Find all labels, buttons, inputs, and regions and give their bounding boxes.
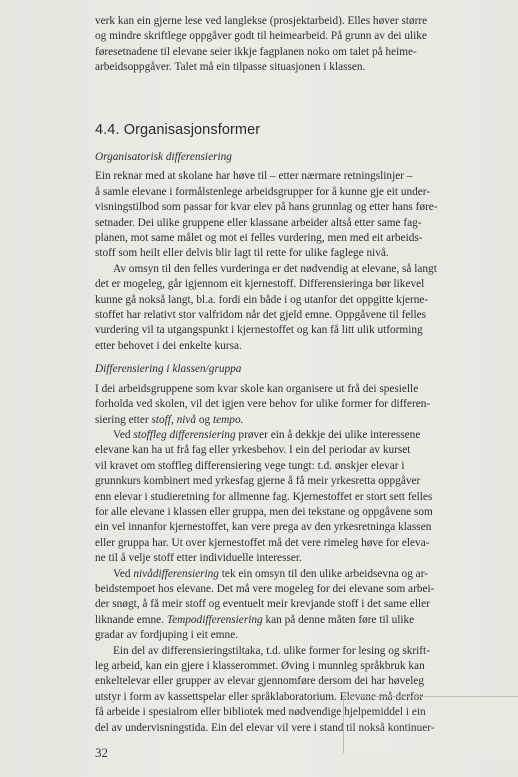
text-line: enn elevar i studieretning for allmenne fag. Kjernestoffet er stort sett felles: [95, 490, 433, 503]
text-line: Ved stoffleg differensiering prøver ein å dekkje dei ulike interessene: [113, 428, 421, 441]
text-line: gradar av fordjuping i eit emne.: [95, 629, 239, 642]
text-line: arbeidsoppgåver. Talet må ein tilpasse situasjonen i klassen.: [95, 61, 366, 74]
text-line: vurdering vil ta utgangspunkt i kjernestoffet og kan få litt ulik utforming: [95, 324, 423, 337]
section-heading: 4.4. Organisasjonsformer: [95, 122, 261, 138]
text-line: I dei arbeidsgruppene som kvar skole kan organisere ut frå dei spesielle: [95, 382, 419, 395]
text-line: enkeltelevar eller grupper av elevar gjennomføre dersom dei har høveleg: [95, 675, 425, 688]
text-line: del av undervisningstida. Ein del elevar vil vere i stand til nokså kontinuer-: [95, 721, 435, 734]
text-line: ein vel innanfor kjernestoffet, kan vere prega av den yrkesretninga klassen: [95, 521, 432, 534]
text-line: å samle elevane i formålstenlege arbeidsgrupper for å kunne gje eit under-: [95, 185, 431, 198]
text-line: stoffet har relativt stor valfridom når det gjeld emne. Oppgåvene til felles: [95, 309, 427, 322]
text-line: Ein reknar med at skolane har høve til – etter nærmare retningslinjer –: [95, 170, 413, 183]
text-line: Av omsyn til den felles vurderinga er det nødvendig at elevane, så langt: [113, 262, 437, 275]
text-line: Ein del av differensieringstiltaka, t.d. ulike former for lesing og skrift-: [113, 644, 430, 657]
text-line: stoff som heilt eller delvis blir lagt til rette for ulike faglege nivå.: [95, 247, 389, 260]
text-line: beidstempoet hos elevane. Det må vere mogeleg for dei elevane som arbei-: [95, 582, 435, 595]
text-line: utstyr i form av kassettspelar eller språklaboratorium. Elevane må derfor: [95, 690, 424, 703]
text-line: grunnkurs kombinert med yrkesfag gjerne å få meir yrkesretta oppgåver: [95, 475, 421, 488]
intro-paragraph: [95, 14, 495, 76]
text-line: leg arbeid, kan ein gjere i klasserommet. Øving i munnleg språkbruk kan: [95, 660, 425, 672]
text-line: Ved nivådifferensiering tek ein omsyn til den ulike arbeidsevna og ar-: [113, 567, 428, 580]
text-line: planen, mot same målet og mot ei felles vurdering, men med eit arbeids-: [95, 232, 423, 245]
text-line: og mindre skriftlege oppgåver godt til heimearbeid. På grunn av dei ulike: [95, 30, 427, 43]
page-number: 32: [95, 745, 108, 760]
text-line: der snøgt, å få meir stoff og eventuelt meir krevjande stoff i det same eller: [95, 598, 430, 611]
text-line: eller gruppa har. Ut over kjernestoffet må det vere rimeleg høve for eleva-: [95, 536, 430, 549]
text-line: liknande emne. Tempodifferensiering kan på denne måten føre til ulike: [95, 613, 415, 626]
text-line: føresetnadene til elevane seier ikkje fagplanen noko om talet på heime-: [95, 45, 417, 58]
text-line: verk kan ein gjerne lese ved langlekse (prosjektarbeid). Elles høver større: [95, 15, 428, 27]
text-line: siering etter stoff, nivå og tempo.: [95, 413, 244, 426]
text-line: det er mogeleg, går igjennom eit kjernestoff. Differensieringa bør likevel: [95, 278, 425, 291]
text-line: for alle elevane i klassen eller gruppa, men dei tekstane og oppgåvene som: [95, 505, 433, 518]
text-line: få arbeide i spesialrom eller bibliotek med nødvendige hjelpemiddel i ein: [95, 706, 426, 719]
text-line: forholda ved skolen, vil det igjen vere behov for ulike former for differen-: [95, 398, 431, 411]
text-line: kunne gå nokså langt, bl.a. fordi ein både i og utanfor det oppgitte kjerne-: [95, 293, 429, 306]
text-line: vil kravet om stoffleg differensiering vege tungt: t.d. ønskjer elevar i: [95, 459, 405, 472]
text-line: ne til å velje stoff etter individuelle interesser.: [95, 552, 302, 565]
scan-edge-artifact: [343, 696, 518, 753]
text-line: etter behovet i dei enkelte kursa.: [95, 339, 242, 352]
text-line: setnader. Dei ulike gruppene eller klassane arbeider altså etter same fag-: [95, 216, 422, 229]
subheading-klassen: Differensiering i klassen/gruppa: [95, 363, 242, 376]
text-line: visningstilbod som passar for kvar elev på hans grunnlag og etter hans føre-: [95, 201, 438, 214]
subheading-organisatorisk: Organisatorisk differensiering: [95, 151, 232, 163]
section-body: [95, 150, 495, 736]
text-line: elevane kan ha ut frå fag eller yrkesbehov. I ein del periodar av kurset: [95, 444, 411, 457]
